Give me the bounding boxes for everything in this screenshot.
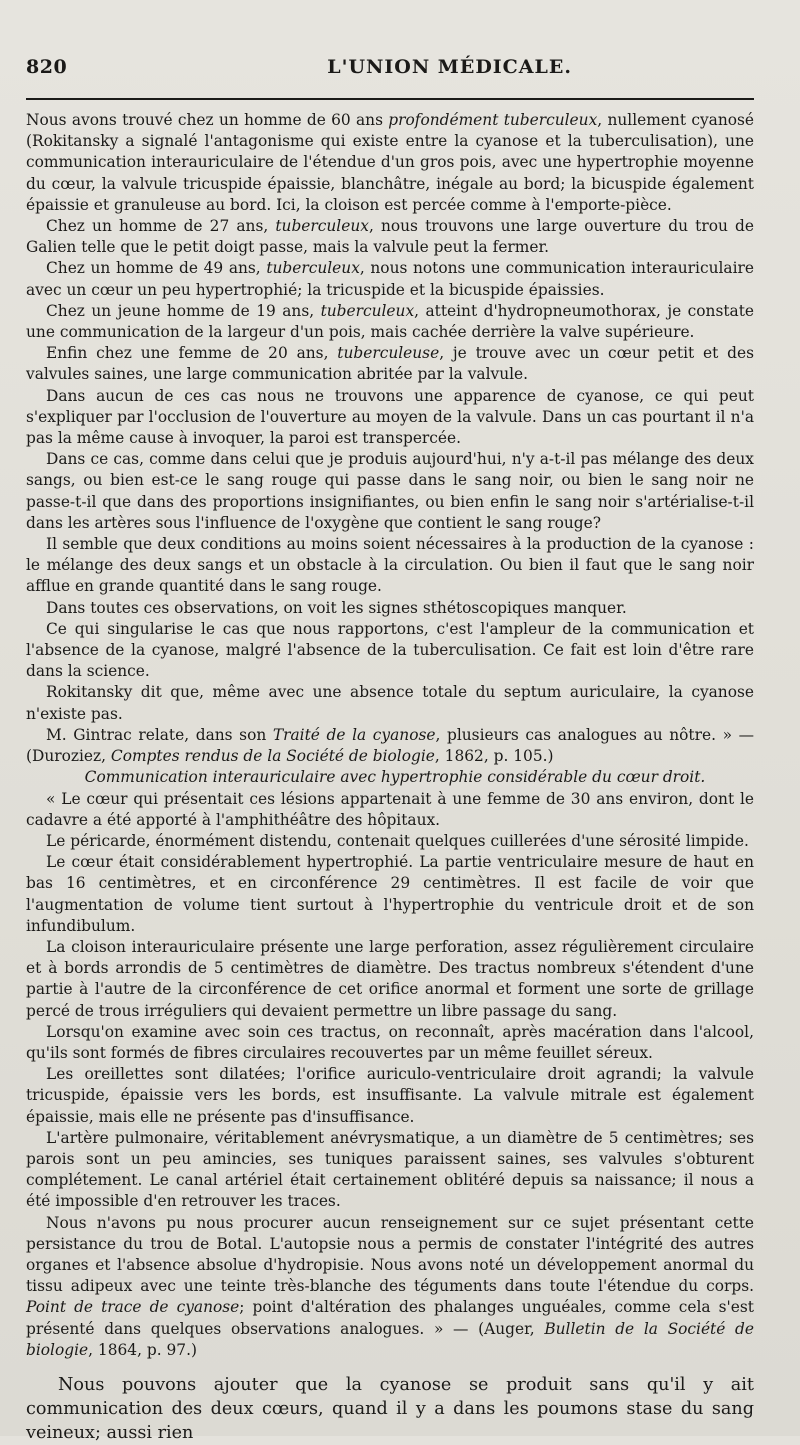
text-run: Les oreillettes sont dilatées; l'orifice auriculo-ventriculaire droit agrandi; la valvule tricuspide, épaissie vers les bords, est insuffisante. La valvule mitrale est également épaissie, mais elle ne présente pas d'insuffisance. [26,1065,754,1126]
text-run: , nous trouvons une large ouverture du trou de Galien telle que le petit doigt passe, mais la valvule peut la fermer. [26,217,754,257]
text-run: Enfin chez une femme de 20 ans, [46,344,338,363]
paragraph [26,852,754,937]
page-header [26,56,754,86]
text-run: ; point d'altération des phalanges unguéales, comme cela s'est présenté dans quelques observations analogues. » — (Auger, [26,1298,754,1338]
italic-run: tuberculeux [266,259,360,278]
text-run: Chez un homme de 49 ans, [46,259,267,278]
italic-run: Comptes rendus de la Société de biologie [110,747,435,766]
paragraph [26,301,754,343]
text-run: M. Gintrac relate, dans son [46,725,273,744]
text-run: , 1864, p. 97.) [88,1340,197,1359]
text-run: Dans ce cas, comme dans celui que je produis aujourd'hui, n'y a-t-il pas mélange des deux sangs, ou bien est-ce le sang rouge qui passe dans le sang noir, ou bien le sang noir ne passe-t-il que dans des proportions insignifiantes, ou bien enfin le sang noir s'artérialise-t-il dans les artères sous l'influence de l'oxygène que contient le sang rouge? [26,450,754,532]
header-rule [26,98,754,100]
text-run: Le péricarde, énormément distendu, contenait quelques cuillerées d'une sérosité limpide. [46,831,749,850]
section-heading [26,767,754,788]
text-run: Il semble que deux conditions au moins soient nécessaires à la production de la cyanose : le mélange des deux sangs et un obstacle à la circulation. Ou bien il faut que le sang noir afflue en grande quantité dans le sang rouge. [26,535,754,596]
text-run: Dans aucun de ces cas nous ne trouvons une apparence de cyanose, ce qui peut s'expliquer par l'occlusion de l'ouverture au moyen de la valvule. Dans un cas pourtant il n'a pas la même cause à invoquer, la paroi est transpercée. [26,386,754,448]
italic-run: Communication interauriculaire avec hypertrophie considérable du cœur droit. [84,768,706,787]
section-gap [26,1361,754,1373]
text-run: Ce qui singularise le cas que nous rapportons, c'est l'ampleur de la communication et l'absence de la cyanose, malgré l'absence de la tuberculisation. Ce fait est loin d'être rare dans la science. [26,619,754,681]
paragraph [26,619,754,683]
text-run: Nous n'avons pu nous procurer aucun renseignement sur ce sujet présentant cette persistance du trou de Botal. L'autopsie nous a permis de constater l'intégrité des autres organes et l'absence absolue d'hydropisie. Nous avons noté un développement anormal du tissu adipeux avec une teinte très-blanche des téguments dans toute l'étendue du corps. [26,1213,754,1296]
paragraph [26,682,754,724]
paragraph [26,216,754,258]
paragraph [26,725,754,767]
italic-run: tuberculeux [320,301,415,320]
text-run: , nullement cyanosé (Rokitansky a signalé l'antagonisme qui existe entre la cyanose et la tuberculisation), une communication interauriculaire de l'étendue d'un gros pois, avec une hypertrophie moyenne du cœur, la valvule tricuspide épaissie, blanchâtre, inégale au bord; la bicuspide également épaissie et granuleuse au bord. Ici, la cloison est percée comme à l'emporte-pièce. [26,111,755,214]
paragraph [26,1064,754,1128]
paragraph [26,937,754,1022]
paragraph [26,343,754,385]
text-run: Chez un jeune homme de 19 ans, [46,301,321,320]
body-text [26,110,754,1361]
paragraph [26,1213,754,1361]
italic-run: profondément tuberculeux [388,111,598,129]
page-number: 820 [26,56,68,78]
italic-run: tuberculeux [275,217,369,236]
paragraph [26,258,754,300]
paragraph [26,110,754,216]
text-run: L'artère pulmonaire, véritablement anévrysmatique, a un diamètre de 5 centimètres; ses parois sont un peu amincies, ses tuniques paraissent saines, ses valvules s'obturent complétement. Le canal artériel était certainement oblitéré depuis sa naissance; il nous a été impossible d'en retrouver les traces. [26,1128,754,1211]
text-run: Chez un homme de 27 ans, [46,217,276,236]
paragraph [26,789,754,831]
paragraph [26,386,754,450]
text-run: , plusieurs cas analogues au nôtre. » — (Duroziez, [26,725,755,766]
text-run: La cloison interauriculaire présente une large perforation, assez régulièrement circulaire et à bords arrondis de 5 centimètres de diamètre. Des tractus nombreux s'étendent d'une partie à l'autre de la circonférence de cet orifice anormal et forment une sorte de grillage percé de trous irréguliers qui devaient permettre un libre passage du sang. [26,937,754,1020]
text-run: Rokitansky dit que, même avec une absence totale du septum auriculaire, la cyanose n'existe pas. [26,683,754,723]
italic-run: Traité de la cyanose [272,725,436,744]
text-run: Lorsqu'on examine avec soin ces tractus, on reconnaît, après macération dans l'alcool, qu'ils sont formés de fibres circulaires recouvertes par un même feuillet séreux. [26,1022,754,1062]
text-run: , atteint d'hydropneumothorax, je constate une communication de la largeur d'un pois, mais cachée derrière la valve supérieure. [26,301,754,342]
final-paragraph: Nous pouvons ajouter que la cyanose se produit sans qu'il y ait communication des deux cœurs, quand il y a dans les poumons stase du sang veineux; aussi rien [26,1374,754,1443]
text-run: , 1862, p. 105.) [434,747,554,766]
italic-run: Bulletin de la Société de biologie [26,1319,754,1359]
text-run: , nous notons une communication interauriculaire avec un cœur un peu hypertrophié; la tricuspide et la bicuspide épaissies. [26,259,754,299]
text-run: « Le cœur qui présentait ces lésions appartenait à une femme de 30 ans environ, dont le cadavre a été apporté à l'amphithéâtre des hôpitaux. [26,789,754,829]
text-run: Dans toutes ces observations, on voit les signes sthétoscopiques manquer. [46,598,627,617]
text-run: , je trouve avec un cœur petit et des valvules saines, une large communication abritée par la valvule. [26,344,754,384]
italic-run: Point de trace de cyanose [26,1298,240,1317]
text-run: Le cœur était considérablement hypertrophié. La partie ventriculaire mesure de haut en bas 16 centimètres, et en circonférence 29 centimètres. Il est facile de voir que l'augmentation de volume tient surtout à l'hypertrophie du ventricule droit et de son infundibulum. [26,853,754,935]
text-run: Nous avons trouvé chez un homme de 60 ans [26,111,389,129]
paragraph [26,534,754,598]
paragraph [26,1128,754,1213]
paragraph [26,598,754,619]
italic-run: tuberculeuse [337,344,440,363]
running-head: L'UNION MÉDICALE. [327,56,572,78]
paragraph [26,1022,754,1064]
paragraph [26,449,754,534]
paragraph [26,831,754,852]
